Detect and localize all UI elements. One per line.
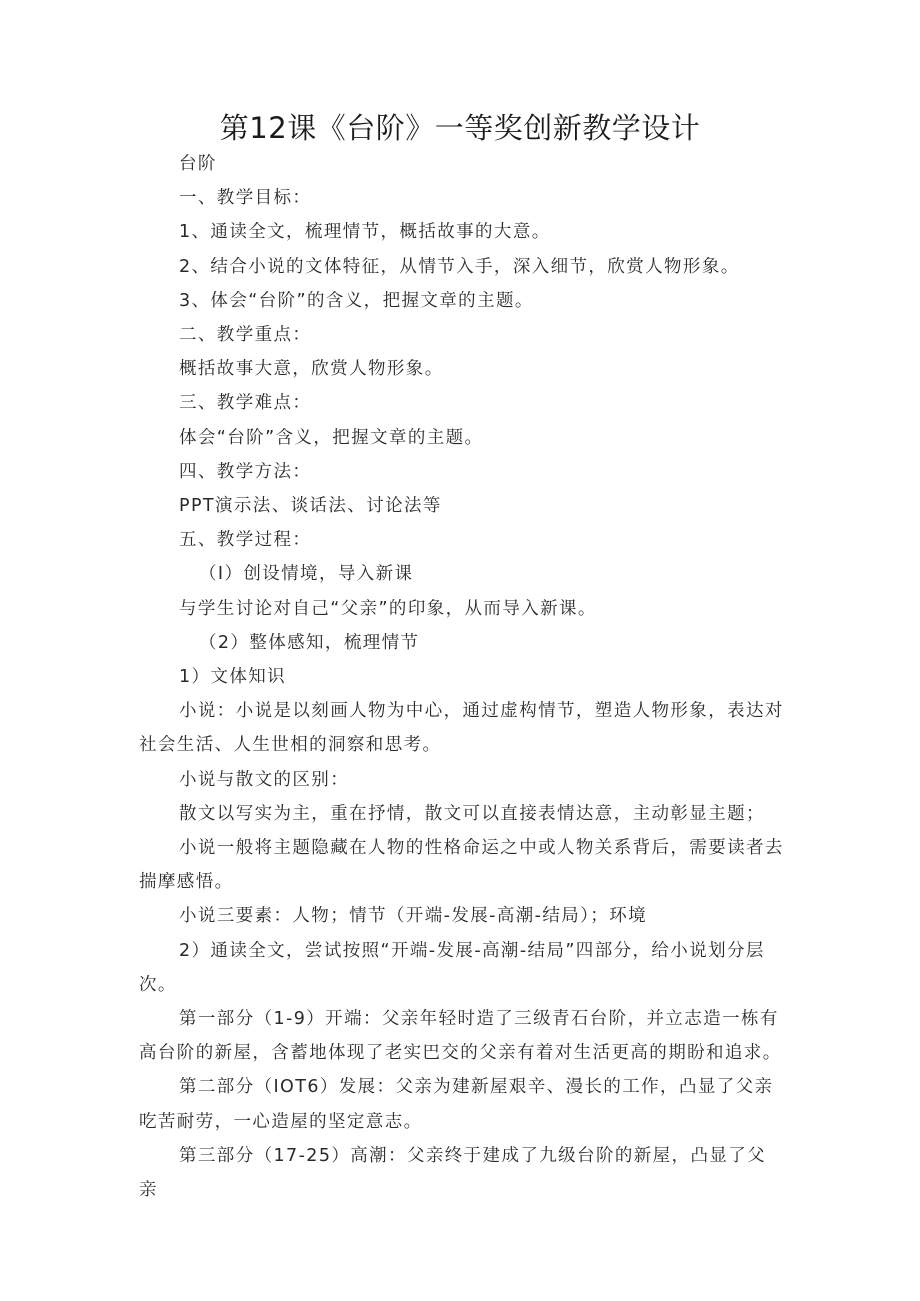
paragraph: PPT演示法、谈话法、讨论法等 — [179, 496, 442, 517]
paragraph: 第三部分（17-25）高潮：父亲终于建成了九级台阶的新屋，凸显了父亲 — [139, 1145, 767, 1201]
paragraph: 小说三要素：人物；情节（开端-发展-高潮-结局）；环境 — [179, 906, 647, 927]
paragraph: 体会“台阶”含义，把握文章的主题。 — [179, 427, 484, 448]
paragraph: 与学生讨论对自己“父亲”的印象，从而导入新课。 — [179, 598, 597, 619]
paragraph: 五、教学过程： — [179, 530, 312, 551]
paragraph: 一、教学目标： — [179, 188, 312, 209]
document-title: 第12课《台阶》一等奖创新教学设计 — [219, 111, 701, 145]
document-body — [139, 147, 784, 1207]
paragraph: 3、体会“台阶”的含义，把握文章的主题。 — [179, 290, 534, 311]
paragraph: 台阶 — [179, 154, 217, 174]
paragraph: 1、通读全文，梳理情节，概括故事的大意。 — [179, 222, 551, 243]
paragraph: 小说与散文的区别： — [179, 769, 350, 790]
paragraph: 二、教学重点： — [179, 325, 312, 346]
paragraph: 第一部分（1-9）开端：父亲年轻时造了三级青石台阶，并立志造一栋有高台阶的新屋，含蓄地体现了老实巴交的父亲有着对生活更高的期盼和追求。 — [139, 1009, 782, 1064]
paragraph: 1）文体知识 — [179, 667, 287, 688]
paragraph: 2）通读全文，尝试按照“开端-发展-高潮-结局”四部分，给小说划分层次。 — [139, 940, 765, 995]
paragraph: 四、教学方法： — [179, 461, 312, 482]
paragraph: 第二部分（IOT6）发展：父亲为建新屋艰辛、漫长的工作，凸显了父亲吃苦耐劳，一心造屋的坚定意志。 — [139, 1077, 774, 1132]
paragraph: （I）创设情境，导入新课 — [199, 564, 414, 585]
paragraph: （2）整体感知，梳理情节 — [199, 632, 420, 653]
paragraph: 小说：小说是以刻画人物为中心，通过虚构情节，塑造人物形象，表达对社会生活、人生世相的洞察和思考。 — [139, 701, 784, 756]
paragraph: 三、教学难点： — [179, 393, 312, 414]
paragraph: 概括故事大意，欣赏人物形象。 — [179, 359, 444, 380]
paragraph: 2、结合小说的文体特征，从情节入手，深入细节，欣赏人物形象。 — [179, 256, 740, 277]
paragraph: 散文以写实为主，重在抒情，散文可以直接表情达意，主动彰显主题； — [179, 803, 765, 824]
paragraph: 小说一般将主题隐藏在人物的性格命运之中或人物关系背后，需要读者去揣摩感悟。 — [139, 838, 784, 893]
